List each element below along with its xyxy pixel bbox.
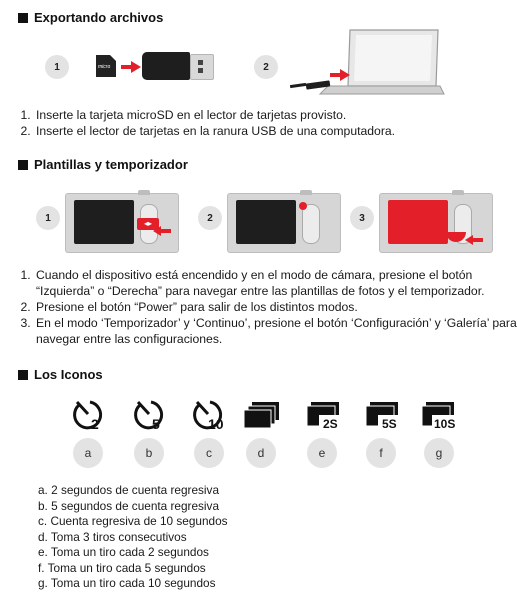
burst-3-icon [244,402,280,435]
instruction-item: 3. En el modo ‘Temporizador’ y ‘Continuo’, presione el botón ‘Configuración’ y ‘Galería’ para navegar entre las configuraciones. [34,315,517,347]
interval-10s-icon [420,402,462,435]
icon-letter-c: c [194,438,224,468]
icons-legend [38,483,228,592]
instruction-item: 1. Inserte la tarjeta microSD en el lector de tarjetas provisto. [34,107,514,123]
left-right-button-icon: ◂▸ [137,218,159,230]
instruction-item: 2. Presione el botón “Power” para salir de los distintos modos. [34,299,517,315]
section-square-icon [18,370,28,380]
step-badge-1: 1 [36,206,60,230]
step-badge-2: 2 [254,55,278,79]
usb-connector-icon [190,54,214,80]
arrow-left-icon [465,232,483,250]
svg-text:5S: 5S [382,417,397,430]
step-badge-3: 3 [350,206,374,230]
svg-text:10: 10 [208,416,224,432]
legend-item: a. 2 segundos de cuenta regresiva [38,483,220,497]
camera-controls [302,204,320,244]
legend-item: g. Toma un tiro cada 10 segundos [38,576,216,590]
camera-screen [74,200,134,244]
legend-item: c. Cuenta regresiva de 10 segundos [38,514,228,528]
interval-2s-icon [305,402,345,435]
icon-letter-f: f [366,438,396,468]
instruction-item: 2. Inserte el lector de tarjetas en la ranura USB de una computadora. [34,123,514,139]
icon-letter-g: g [424,438,454,468]
svg-text:2S: 2S [323,417,338,430]
icon-letter-a: a [73,438,103,468]
instruction-item: 1. Cuando el dispositivo está encendido y en el modo de cámara, presione el botón “Izquierda” o “Derecha” para navegar entre las plantillas de fotos y el temporizador. [34,267,517,299]
microsd-card-icon [96,55,116,77]
microsd-label: micro [98,64,111,70]
icon-letter-e: e [307,438,337,468]
laptop-icon [288,28,448,103]
power-button-icon [299,202,307,210]
timer-5-icon [133,398,169,437]
section-title-icons: Los Iconos [18,367,103,382]
section-square-icon [18,13,28,23]
svg-text:2: 2 [91,416,99,432]
card-reader-icon [142,52,190,80]
legend-item: d. Toma 3 tiros consecutivos [38,529,187,544]
arrow-right-icon [121,60,141,78]
arrow-left-icon [153,223,171,241]
camera-screen [236,200,296,244]
svg-text:10S: 10S [434,417,456,430]
svg-text:5: 5 [152,416,160,432]
camera-screen-red [388,200,448,244]
step-badge-2: 2 [198,206,222,230]
camera-device-step-2 [227,193,341,253]
legend-item: f. Toma un tiro cada 5 segundos [38,560,206,575]
templates-instructions [16,267,517,347]
interval-5s-icon [364,402,404,435]
legend-item: e. Toma un tiro cada 2 segundos [38,545,209,559]
timer-10-icon [192,398,232,437]
timer-2-icon [72,398,108,437]
step-badge-1: 1 [45,55,69,79]
arrow-right-icon [330,68,350,86]
section-title-export: Exportando archivos [18,10,163,25]
section-title-templates: Plantillas y temporizador [18,157,188,172]
legend-item: b. 5 segundos de cuenta regresiva [38,498,220,513]
section-square-icon [18,160,28,170]
icon-letter-d: d [246,438,276,468]
export-instructions [16,107,514,139]
icon-letter-b: b [134,438,164,468]
